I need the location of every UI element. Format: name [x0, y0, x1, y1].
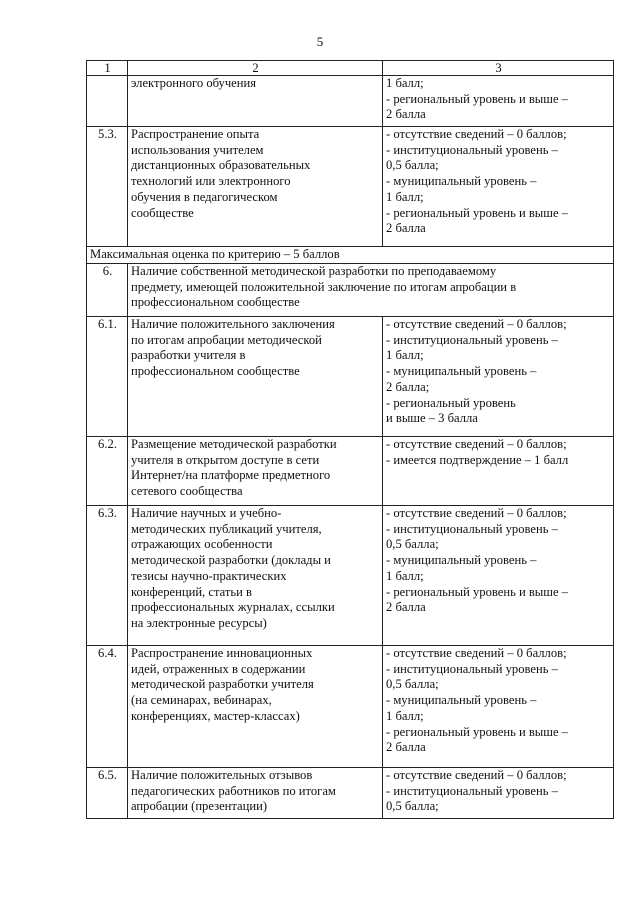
scoring-text: - отсутствие сведений – 0 баллов; - институциональный уровень – 0,5 балла; - муниципальный уровень – 1 балл; - региональный уровень и выше – 2 балла [383, 506, 614, 646]
table-row [87, 76, 614, 127]
column-header: 3 [383, 61, 614, 76]
criteria-table [86, 60, 614, 819]
page-number: 5 [316, 34, 324, 49]
table-header-row [87, 61, 614, 76]
criterion-text: Наличие положительного заключения по итогам апробации методической разработки учителя в профессиональном сообществе [128, 317, 383, 437]
row-number [87, 76, 128, 127]
row-number: 5.3. [87, 127, 128, 247]
row-number: 6.5. [87, 768, 128, 819]
row-number: 6.4. [87, 646, 128, 768]
scoring-text: - отсутствие сведений – 0 баллов; - имеется подтверждение – 1 балл [383, 437, 614, 506]
max-score-note: Максимальная оценка по критерию – 5 баллов [87, 247, 614, 264]
criterion-text: Распространение опыта использования учителем дистанционных образовательных технологий или электронного обучения в педагогическом сообществе [128, 127, 383, 247]
column-header: 2 [128, 61, 383, 76]
scoring-text: - отсутствие сведений – 0 баллов; - институциональный уровень – 1 балл; - муниципальный уровень – 2 балла; - региональный уровень и выше – 3 балла [383, 317, 614, 437]
criterion-text: Распространение инновационных идей, отраженных в содержании методической разработки учителя (на семинарах, вебинарах, конференциях, мастер-классах) [128, 646, 383, 768]
scoring-text: - отсутствие сведений – 0 баллов; - институциональный уровень – 0,5 балла; - муниципальный уровень – 1 балл; - региональный уровень и выше – 2 балла [383, 646, 614, 768]
row-number: 6. [87, 264, 128, 317]
table-row [87, 506, 614, 646]
table-row [87, 264, 614, 317]
column-header: 1 [87, 61, 128, 76]
criterion-text: Наличие положительных отзывов педагогических работников по итогам апробации (презентации) [128, 768, 383, 819]
table-row [87, 317, 614, 437]
scoring-text: 1 балл; - региональный уровень и выше – 2 балла [383, 76, 614, 127]
criterion-text: Наличие собственной методической разработки по преподаваемому предмету, имеющей положительной заключение по итогам апробации в профессиональном сообществе [128, 264, 614, 317]
scoring-text: - отсутствие сведений – 0 баллов; - институциональный уровень – 0,5 балла; [383, 768, 614, 819]
table-row [87, 437, 614, 506]
table-row [87, 646, 614, 768]
table-row [87, 127, 614, 247]
row-number: 6.3. [87, 506, 128, 646]
table-row-summary [87, 247, 614, 264]
criterion-text: Наличие научных и учебно- методических публикаций учителя, отражающих особенности методической разработки (доклады и тезисы научно-практических конференций, статьи в профессиональных журналах, ссылки на электронные ресурсы) [128, 506, 383, 646]
criterion-text: Размещение методической разработки учителя в открытом доступе в сети Интернет/на платформе предметного сетевого сообщества [128, 437, 383, 506]
row-number: 6.2. [87, 437, 128, 506]
table-row [87, 768, 614, 819]
row-number: 6.1. [87, 317, 128, 437]
scoring-text: - отсутствие сведений – 0 баллов; - институциональный уровень – 0,5 балла; - муниципальный уровень – 1 балл; - региональный уровень и выше – 2 балла [383, 127, 614, 247]
criterion-text: электронного обучения [128, 76, 383, 127]
